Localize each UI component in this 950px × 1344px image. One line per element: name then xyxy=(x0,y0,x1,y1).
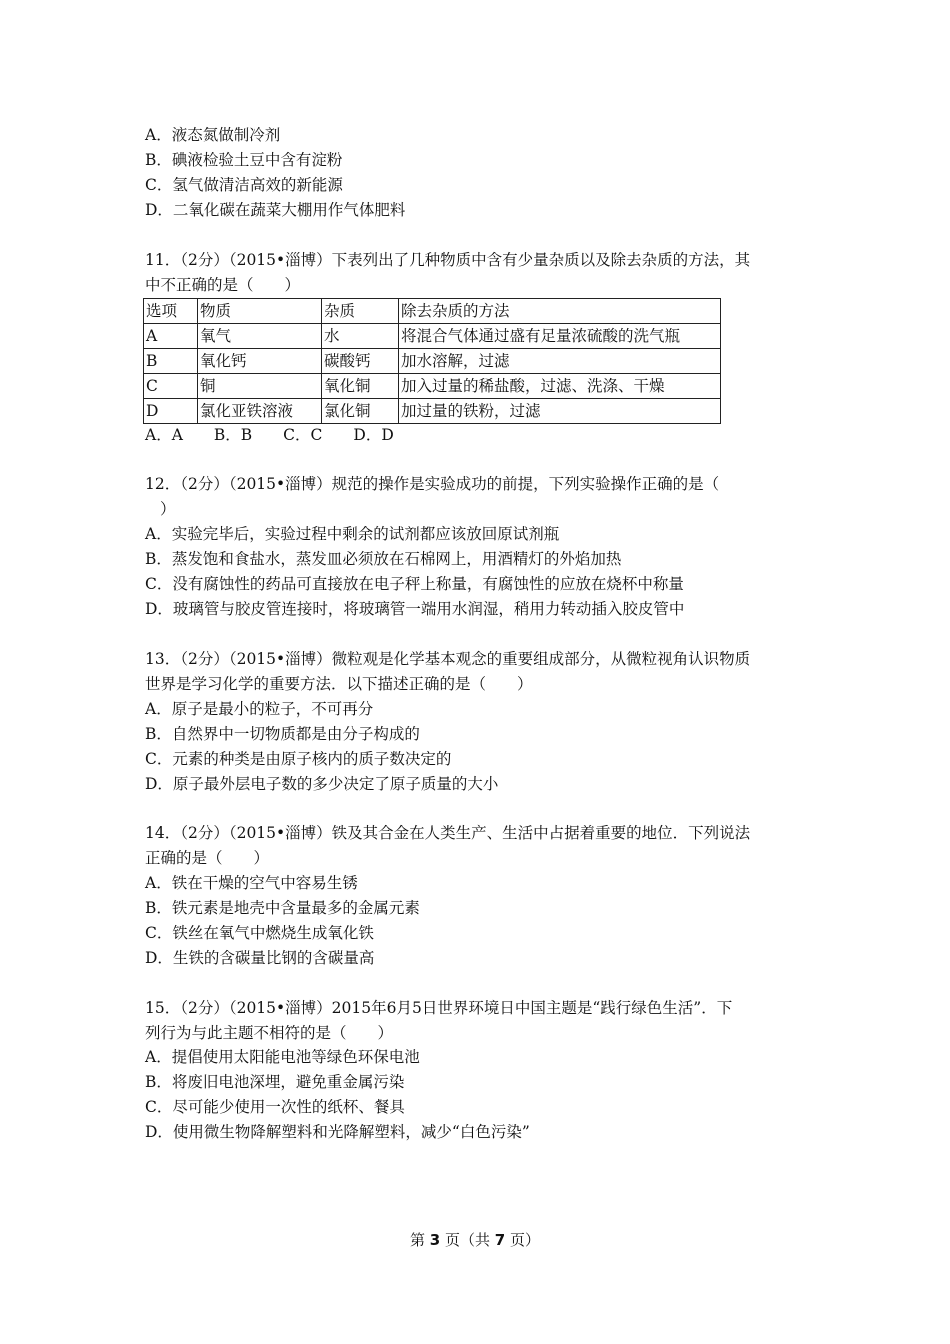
q14-option-d: D．生铁的含碳量比钢的含碳量高 xyxy=(145,949,375,967)
table-cell: 水 xyxy=(322,324,399,349)
q13-option-a: A．原子是最小的粒子，不可再分 xyxy=(145,700,374,718)
table-cell: D xyxy=(144,399,198,424)
q11-answer-choices: A．A B．B C．C D．D xyxy=(145,426,394,444)
table-header-cell: 物质 xyxy=(198,299,322,324)
q15-option-a: A．提倡使用太阳能电池等绿色环保电池 xyxy=(145,1048,420,1066)
table-row xyxy=(144,399,721,424)
q13-option-c: C．元素的种类是由原子核内的质子数决定的 xyxy=(145,750,452,768)
q10-option-b: B．碘液检验土豆中含有淀粉 xyxy=(145,151,343,169)
table-cell: 加入过量的稀盐酸，过滤、洗涤、干燥 xyxy=(399,374,721,399)
table-cell: 氧化钙 xyxy=(198,349,322,374)
page-number: 3 xyxy=(429,1231,441,1249)
q13-option-b: B．自然界中一切物质都是由分子构成的 xyxy=(145,725,420,743)
q13-option-d: D．原子最外层电子数的多少决定了原子质量的大小 xyxy=(145,775,499,793)
footer-mid: 页（共 xyxy=(444,1231,490,1249)
q10-option-c: C．氢气做清洁高效的新能源 xyxy=(145,176,343,194)
table-cell: 加过量的铁粉，过滤 xyxy=(399,399,721,424)
table-cell: C xyxy=(144,374,198,399)
q10-option-d: D．二氧化碳在蔬菜大棚用作气体肥料 xyxy=(145,201,406,219)
table-header-cell: 杂质 xyxy=(322,299,399,324)
table-cell: 氧气 xyxy=(198,324,322,349)
table-cell: 将混合气体通过盛有足量浓硫酸的洗气瓶 xyxy=(399,324,721,349)
table-row xyxy=(144,324,721,349)
q12-stem-line2: ） xyxy=(160,500,176,518)
footer-prefix: 第 xyxy=(409,1231,425,1249)
q13-stem-line2: 世界是学习化学的重要方法．以下描述正确的是（ ） xyxy=(145,675,533,693)
q12-stem-line1: 12．（2分）（2015•淄博）规范的操作是实验成功的前提，下列实验操作正确的是（ xyxy=(145,475,720,493)
q14-stem-line1: 14．（2分）（2015•淄博）铁及其合金在人类生产、生活中占据着重要的地位．下列说法 xyxy=(145,824,751,842)
q12-option-b: B．蒸发饱和食盐水，蒸发皿必须放在石棉网上，用酒精灯的外焰加热 xyxy=(145,550,622,568)
table-cell: 氯化亚铁溶液 xyxy=(198,399,322,424)
table-row xyxy=(144,374,721,399)
q15-option-c: C．尽可能少使用一次性的纸杯、餐具 xyxy=(145,1098,405,1116)
table-row xyxy=(144,349,721,374)
q10-option-a: A．液态氮做制冷剂 xyxy=(145,126,281,144)
table-header-cell: 选项 xyxy=(144,299,198,324)
total-pages: 7 xyxy=(494,1231,506,1249)
q15-option-b: B．将废旧电池深埋，避免重金属污染 xyxy=(145,1073,405,1091)
q11-stem-line2: 中不正确的是（ ） xyxy=(145,276,301,294)
q14-option-a: A．铁在干燥的空气中容易生锈 xyxy=(145,874,358,892)
q14-option-c: C．铁丝在氧气中燃烧生成氧化铁 xyxy=(145,924,374,942)
q14-option-b: B．铁元素是地壳中含量最多的金属元素 xyxy=(145,899,420,917)
table-cell: 碳酸钙 xyxy=(322,349,399,374)
q12-option-d: D．玻璃管与胶皮管连接时，将玻璃管一端用水润湿，稍用力转动插入胶皮管中 xyxy=(145,600,685,618)
table-cell: B xyxy=(144,349,198,374)
table-header-row xyxy=(144,299,721,324)
q11-stem-line1: 11．（2分）（2015•淄博）下表列出了几种物质中含有少量杂质以及除去杂质的方法，其 xyxy=(145,251,751,269)
table-header-cell: 除去杂质的方法 xyxy=(399,299,721,324)
q13-stem-line1: 13．（2分）（2015•淄博）微粒观是化学基本观念的重要组成部分，从微粒视角认识物质 xyxy=(145,650,751,668)
q12-option-c: C．没有腐蚀性的药品可直接放在电子秤上称量，有腐蚀性的应放在烧杯中称量 xyxy=(145,575,684,593)
q15-stem-line2: 列行为与此主题不相符的是（ ） xyxy=(145,1024,394,1042)
table-cell: 铜 xyxy=(198,374,322,399)
q15-option-d: D．使用微生物降解塑料和光降解塑料，减少“白色污染” xyxy=(145,1123,530,1141)
q15-stem-line1: 15．（2分）（2015•淄博）2015年6月5日世界环境日中国主题是“践行绿色生活”．下 xyxy=(145,999,733,1017)
table-cell: A xyxy=(144,324,198,349)
q11-table xyxy=(143,298,721,424)
table-cell: 加水溶解，过滤 xyxy=(399,349,721,374)
table-cell: 氯化铜 xyxy=(322,399,399,424)
footer-suffix: 页） xyxy=(510,1231,541,1249)
q12-option-a: A．实验完毕后，实验过程中剩余的试剂都应该放回原试剂瓶 xyxy=(145,525,560,543)
table-cell: 氧化铜 xyxy=(322,374,399,399)
q14-stem-line2: 正确的是（ ） xyxy=(145,849,270,867)
page-footer xyxy=(0,1229,950,1250)
